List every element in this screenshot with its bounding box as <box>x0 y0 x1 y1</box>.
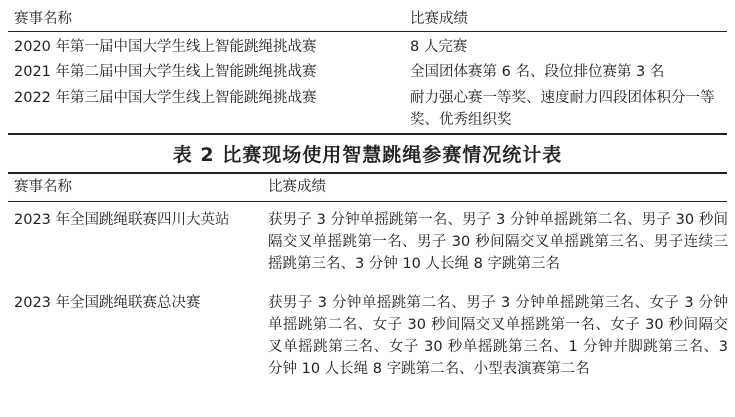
table1-header-name: 赛事名称 <box>14 11 72 27</box>
table2-row-result: 获男子 3 分钟单摇跳第一名、男子 3 分钟单摇跳第二名、男子 30 秒间隔交叉单摇跳第一名、男子 30 秒间隔交叉单摇跳第三名、男子连续三摇跳第三名、3 分钟 10 人长绳 8 字跳第三名 <box>268 212 728 272</box>
table1-row-result: 全国团体赛第 6 名、段位排位赛第 3 名 <box>410 64 665 80</box>
table2-header-name: 赛事名称 <box>14 179 72 195</box>
table1-row-result: 耐力强心赛一等奖、速度耐力四段团体积分一等奖、优秀组织奖 <box>410 90 715 128</box>
table1-header-result: 比赛成绩 <box>410 11 468 27</box>
table2-header-rule <box>8 201 727 202</box>
table1-row-name: 2022 年第三届中国大学生线上智能跳绳挑战赛 <box>14 90 317 106</box>
table1-row-name: 2020 年第一届中国大学生线上智能跳绳挑战赛 <box>14 39 317 55</box>
table1-row-result: 8 人完赛 <box>410 39 468 55</box>
table2-caption: 表 2 比赛现场使用智慧跳绳参赛情况统计表 <box>172 144 563 166</box>
table2-row-name: 2023 年全国跳绳联赛总决赛 <box>14 295 201 311</box>
table2-top-rule <box>8 172 727 174</box>
table1-row-name: 2021 年第二届中国大学生线上智能跳绳挑战赛 <box>14 64 317 80</box>
table2-row-name: 2023 年全国跳绳联赛四川大英站 <box>14 212 230 228</box>
table1-bottom-rule <box>8 133 727 135</box>
table2-header-result: 比赛成绩 <box>268 179 326 195</box>
table1-header-rule <box>8 31 727 32</box>
table2-row-result: 获男子 3 分钟单摇跳第二名、男子 3 分钟单摇跳第三名、女子 3 分钟单摇跳第二名、女子 30 秒间隔交叉单摇跳第一名、女子 30 秒间隔交叉单摇跳第三名、女子 30 秒单摇跳第三名、1 分钟并脚跳第三名、3 分钟 10 人长绳 8 字跳第二名、小型表演赛第二名 <box>268 295 728 377</box>
